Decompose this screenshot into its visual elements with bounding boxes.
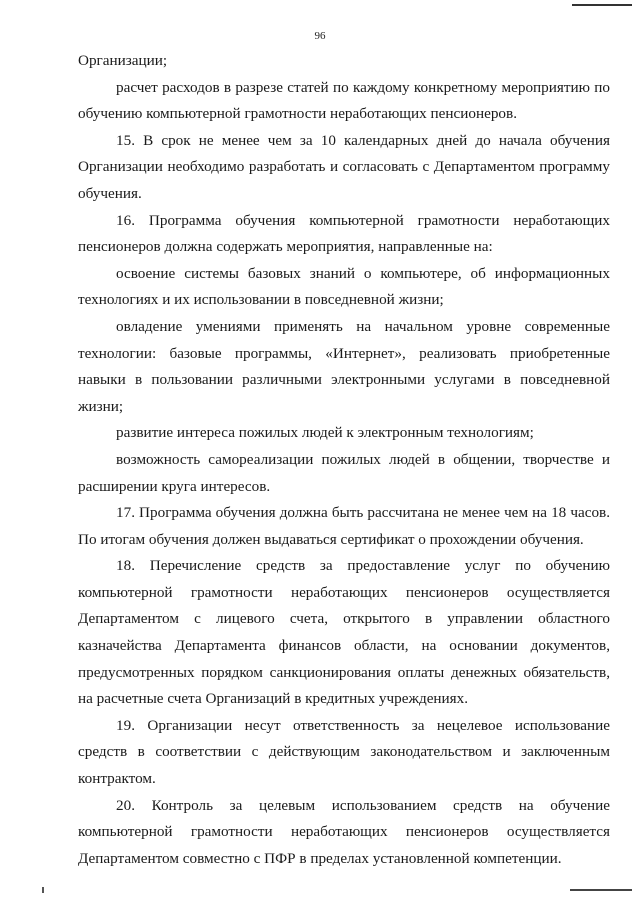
scan-mark-top [572, 0, 632, 6]
paragraph: Организации; [78, 52, 168, 69]
paragraph-item-19: 19. Организации несут ответственность за нецелевое использование средств в соответствии с действующим законодательством и заключенным контрактом. [78, 716, 610, 788]
page-number: 96 [314, 30, 326, 42]
paragraph-item-17: 17. Программа обучения должна быть рассчитана не менее чем на 18 часов. По итогам обучения должен выдаваться сертификат о прохождении обучения. [78, 504, 610, 548]
paragraph-item-15: 15. В срок не менее чем за 10 календарных дней до начала обучения Организации необходимо разработать и согласовать с Департаментом программу обучения. [78, 131, 610, 202]
paragraph: освоение системы базовых знаний о компьютере, об информационных технологиях и их использовании в повседневной жизни; [78, 264, 610, 309]
paragraph: расчет расходов в разрезе статей по каждому конкретному мероприятию по обучению компьютерной грамотности неработающих пенсионеров. [78, 78, 610, 123]
paragraph-item-18: 18. Перечисление средств за предоставление услуг по обучению компьютерной грамотности неработающих пенсионеров осуществляется Департаментом с лицевого счета, открытого в управлении областного казначейства Департамента финансов области, на основании документов, предусмотренных порядком санкционирования оплаты денежных обязательств, на расчетные счета Организаций в кредитных учреждениях. [78, 557, 610, 708]
document-body [78, 48, 610, 872]
paragraph-item-20: 20. Контроль за целевым использованием средств на обучение компьютерной грамотности неработающих пенсионеров осуществляется Департаментом совместно с ПФР в пределах установленной компетенции. [78, 796, 610, 867]
scan-mark-bottom [570, 885, 632, 891]
paragraph-item-16: 16. Программа обучения компьютерной грамотности неработающих пенсионеров должна содержать мероприятия, направленные на: [78, 211, 610, 256]
scan-artifact [42, 887, 44, 893]
paragraph: возможность самореализации пожилых людей в общении, творчестве и расширении круга интересов. [78, 450, 610, 495]
paragraph: овладение умениями применять на начальном уровне современные технологии: базовые программы, «Интернет», реализовать приобретенные навыки в пользовании различными электронными услугами в повседневной жизни; [78, 317, 610, 415]
paragraph: развитие интереса пожилых людей к электронным технологиям; [116, 424, 534, 442]
